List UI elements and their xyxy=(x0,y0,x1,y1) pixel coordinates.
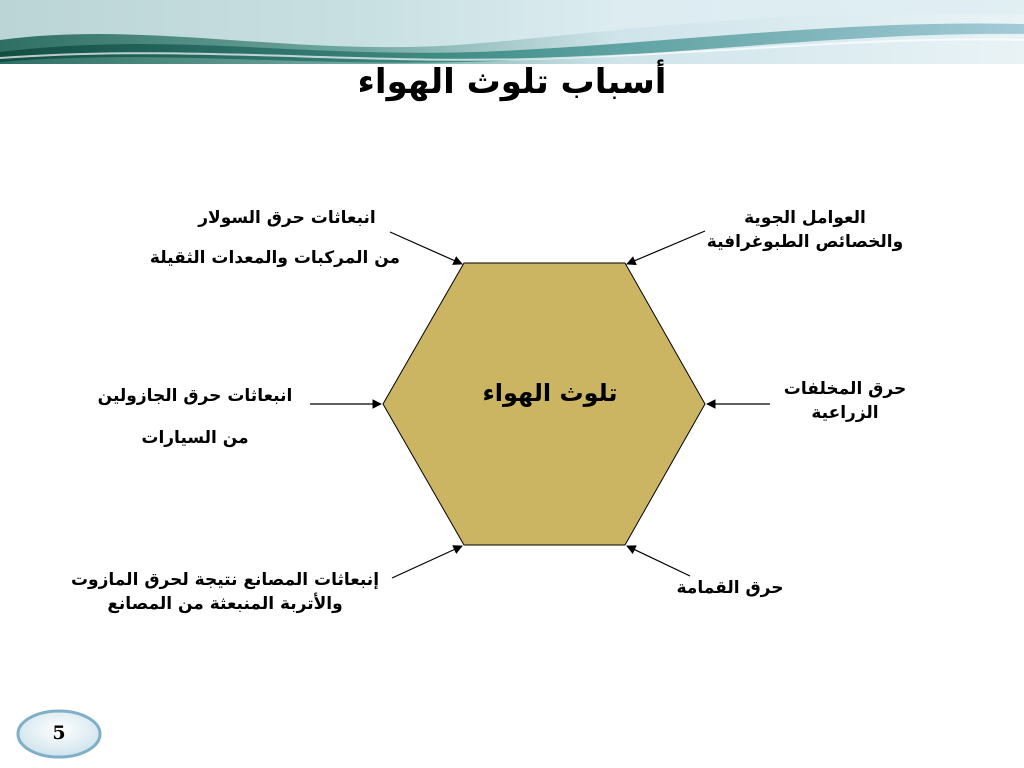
slide-title: أسباب تلوث الهواء xyxy=(357,62,667,102)
cause-mid-left-line1: انبعاثات حرق الجازولين xyxy=(97,386,293,406)
cause-top-right xyxy=(690,206,920,254)
cause-top-left-line2: من المركبات والمعدات الثقيلة xyxy=(149,248,401,268)
cause-top-left xyxy=(140,206,410,270)
arrow-bottom-right xyxy=(627,546,690,576)
cause-bottom-left-line2: والأتربة المنبعثة من المصانع xyxy=(107,594,343,614)
cause-mid-left xyxy=(80,384,310,450)
cause-bottom-left-line1: إنبعاثات المصانع نتيجة لحرق المازوت xyxy=(70,570,380,590)
cause-mid-right-line2: الزراعية xyxy=(811,403,879,423)
cause-mid-left-line2: من السيارات xyxy=(141,428,249,448)
center-label: تلوث الهواء xyxy=(482,379,618,407)
cause-mid-right xyxy=(770,377,920,425)
cause-mid-right-line1: حرق المخلفات xyxy=(783,379,907,399)
arrow-bottom-left xyxy=(392,546,462,578)
cause-top-right-line2: والخصائص الطبوغرافية xyxy=(706,232,904,252)
cause-top-right-line1: العوامل الجوية xyxy=(744,208,866,228)
cause-bottom-right-line1: حرق القمامة xyxy=(676,578,784,598)
cause-bottom-right xyxy=(655,576,805,600)
cause-top-left-line1: انبعاثات حرق السولار xyxy=(198,208,376,228)
page-number: 5 xyxy=(52,722,66,744)
cause-bottom-left xyxy=(50,568,400,616)
